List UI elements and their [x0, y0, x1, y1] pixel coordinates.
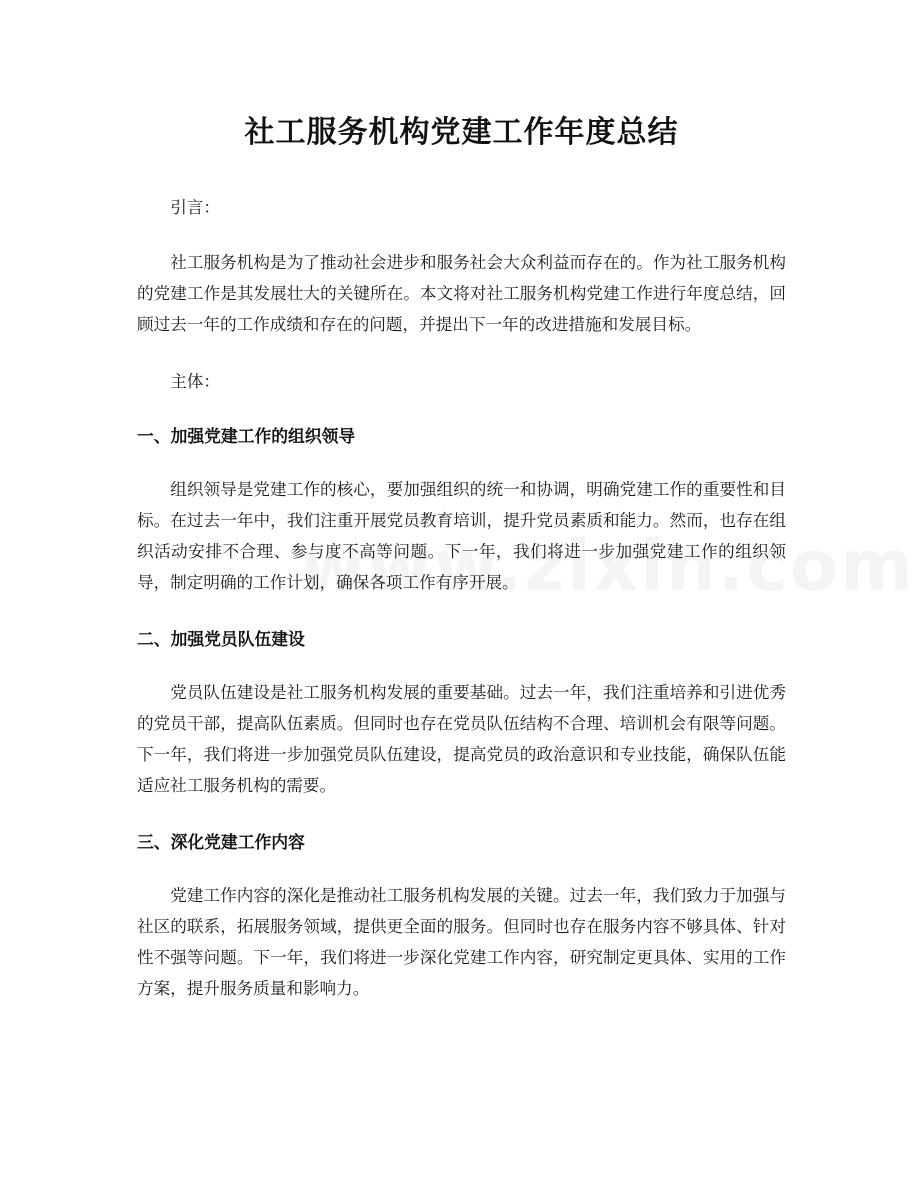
section-heading: 二、加强党员队伍建设	[137, 629, 305, 649]
section-3	[137, 827, 786, 1004]
section-heading: 一、加强党建工作的组织领导	[137, 426, 356, 446]
section-2	[137, 624, 786, 801]
section-1	[137, 421, 786, 598]
section-paragraph: 党建工作内容的深化是推动社工服务机构发展的关键。过去一年，我们致力于加强与社区的联系，拓展服务领域，提供更全面的服务。但同时也存在服务内容不够具体、针对性不强等问题。下一年，我们将进一步深化党建工作内容，研究制定更具体、实用的工作方案，提升服务质量和影响力。	[137, 886, 786, 998]
intro-paragraph: 社工服务机构是为了推动社会进步和服务社会大众利益而存在的。作为社工服务机构的党建工作是其发展壮大的关键所在。本文将对社工服务机构党建工作进行年度总结，回顾过去一年的工作成绩和存在的问题，并提出下一年的改进措施和发展目标。	[137, 253, 786, 334]
section-paragraph: 党员队伍建设是社工服务机构发展的重要基础。过去一年，我们注重培养和引进优秀的党员干部，提高队伍素质。但同时也存在党员队伍结构不合理、培训机会有限等问题。下一年，我们将进一步加强党员队伍建设，提高党员的政治意识和专业技能，确保队伍能适应社工服务机构的需要。	[137, 683, 786, 795]
document-title: 社工服务机构党建工作年度总结	[244, 115, 679, 150]
section-paragraph: 组织领导是党建工作的核心，要加强组织的统一和协调，明确党建工作的重要性和目标。在过去一年中，我们注重开展党员教育培训，提升党员素质和能力。然而，也存在组织活动安排不合理、参与度不高等问题。下一年，我们将进一步加强党建工作的组织领导，制定明确的工作计划，确保各项工作有序开展。	[137, 480, 786, 592]
section-heading: 三、深化党建工作内容	[137, 832, 305, 852]
body-label: 主体：	[170, 372, 220, 391]
intro-label: 引言：	[170, 198, 220, 217]
